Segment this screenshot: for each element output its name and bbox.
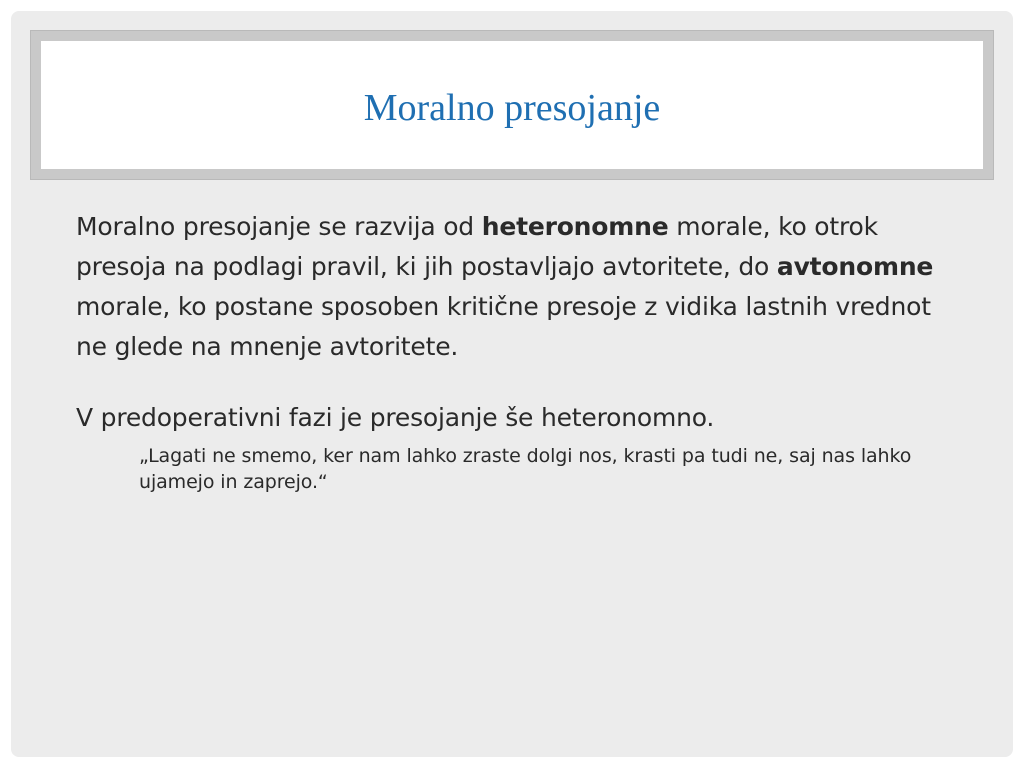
paragraph-text-part1: Moralno presojanje se razvija od: [76, 212, 482, 241]
paragraph-preoperational: V predoperativni fazi je presojanje še heteronomno.: [76, 403, 715, 432]
term-heteronomous: heteronomne: [481, 212, 669, 241]
quote-example: „Lagati ne smemo, ker nam lahko zraste dolgi nos, krasti pa tudi ne, saj nas lahko ujamejo in zaprejo.“: [139, 445, 912, 493]
title-box: [41, 41, 983, 169]
slide: [11, 11, 1013, 757]
paragraph-text-part2: morale, ko otrok presoja na podlagi pravil, ki jih postavljajo avtoritete, do: [76, 212, 878, 281]
slide-body: [76, 207, 956, 495]
term-autonomous: avtonomne: [776, 252, 934, 281]
paragraph-text-part3: morale, ko postane sposoben kritične presoje z vidika lastnih vrednot ne glede na mnenje avtoritete.: [76, 292, 931, 361]
paragraph-moral-development: [76, 207, 956, 367]
title-frame: [30, 30, 994, 180]
slide-title: Moralno presojanje: [363, 87, 661, 129]
